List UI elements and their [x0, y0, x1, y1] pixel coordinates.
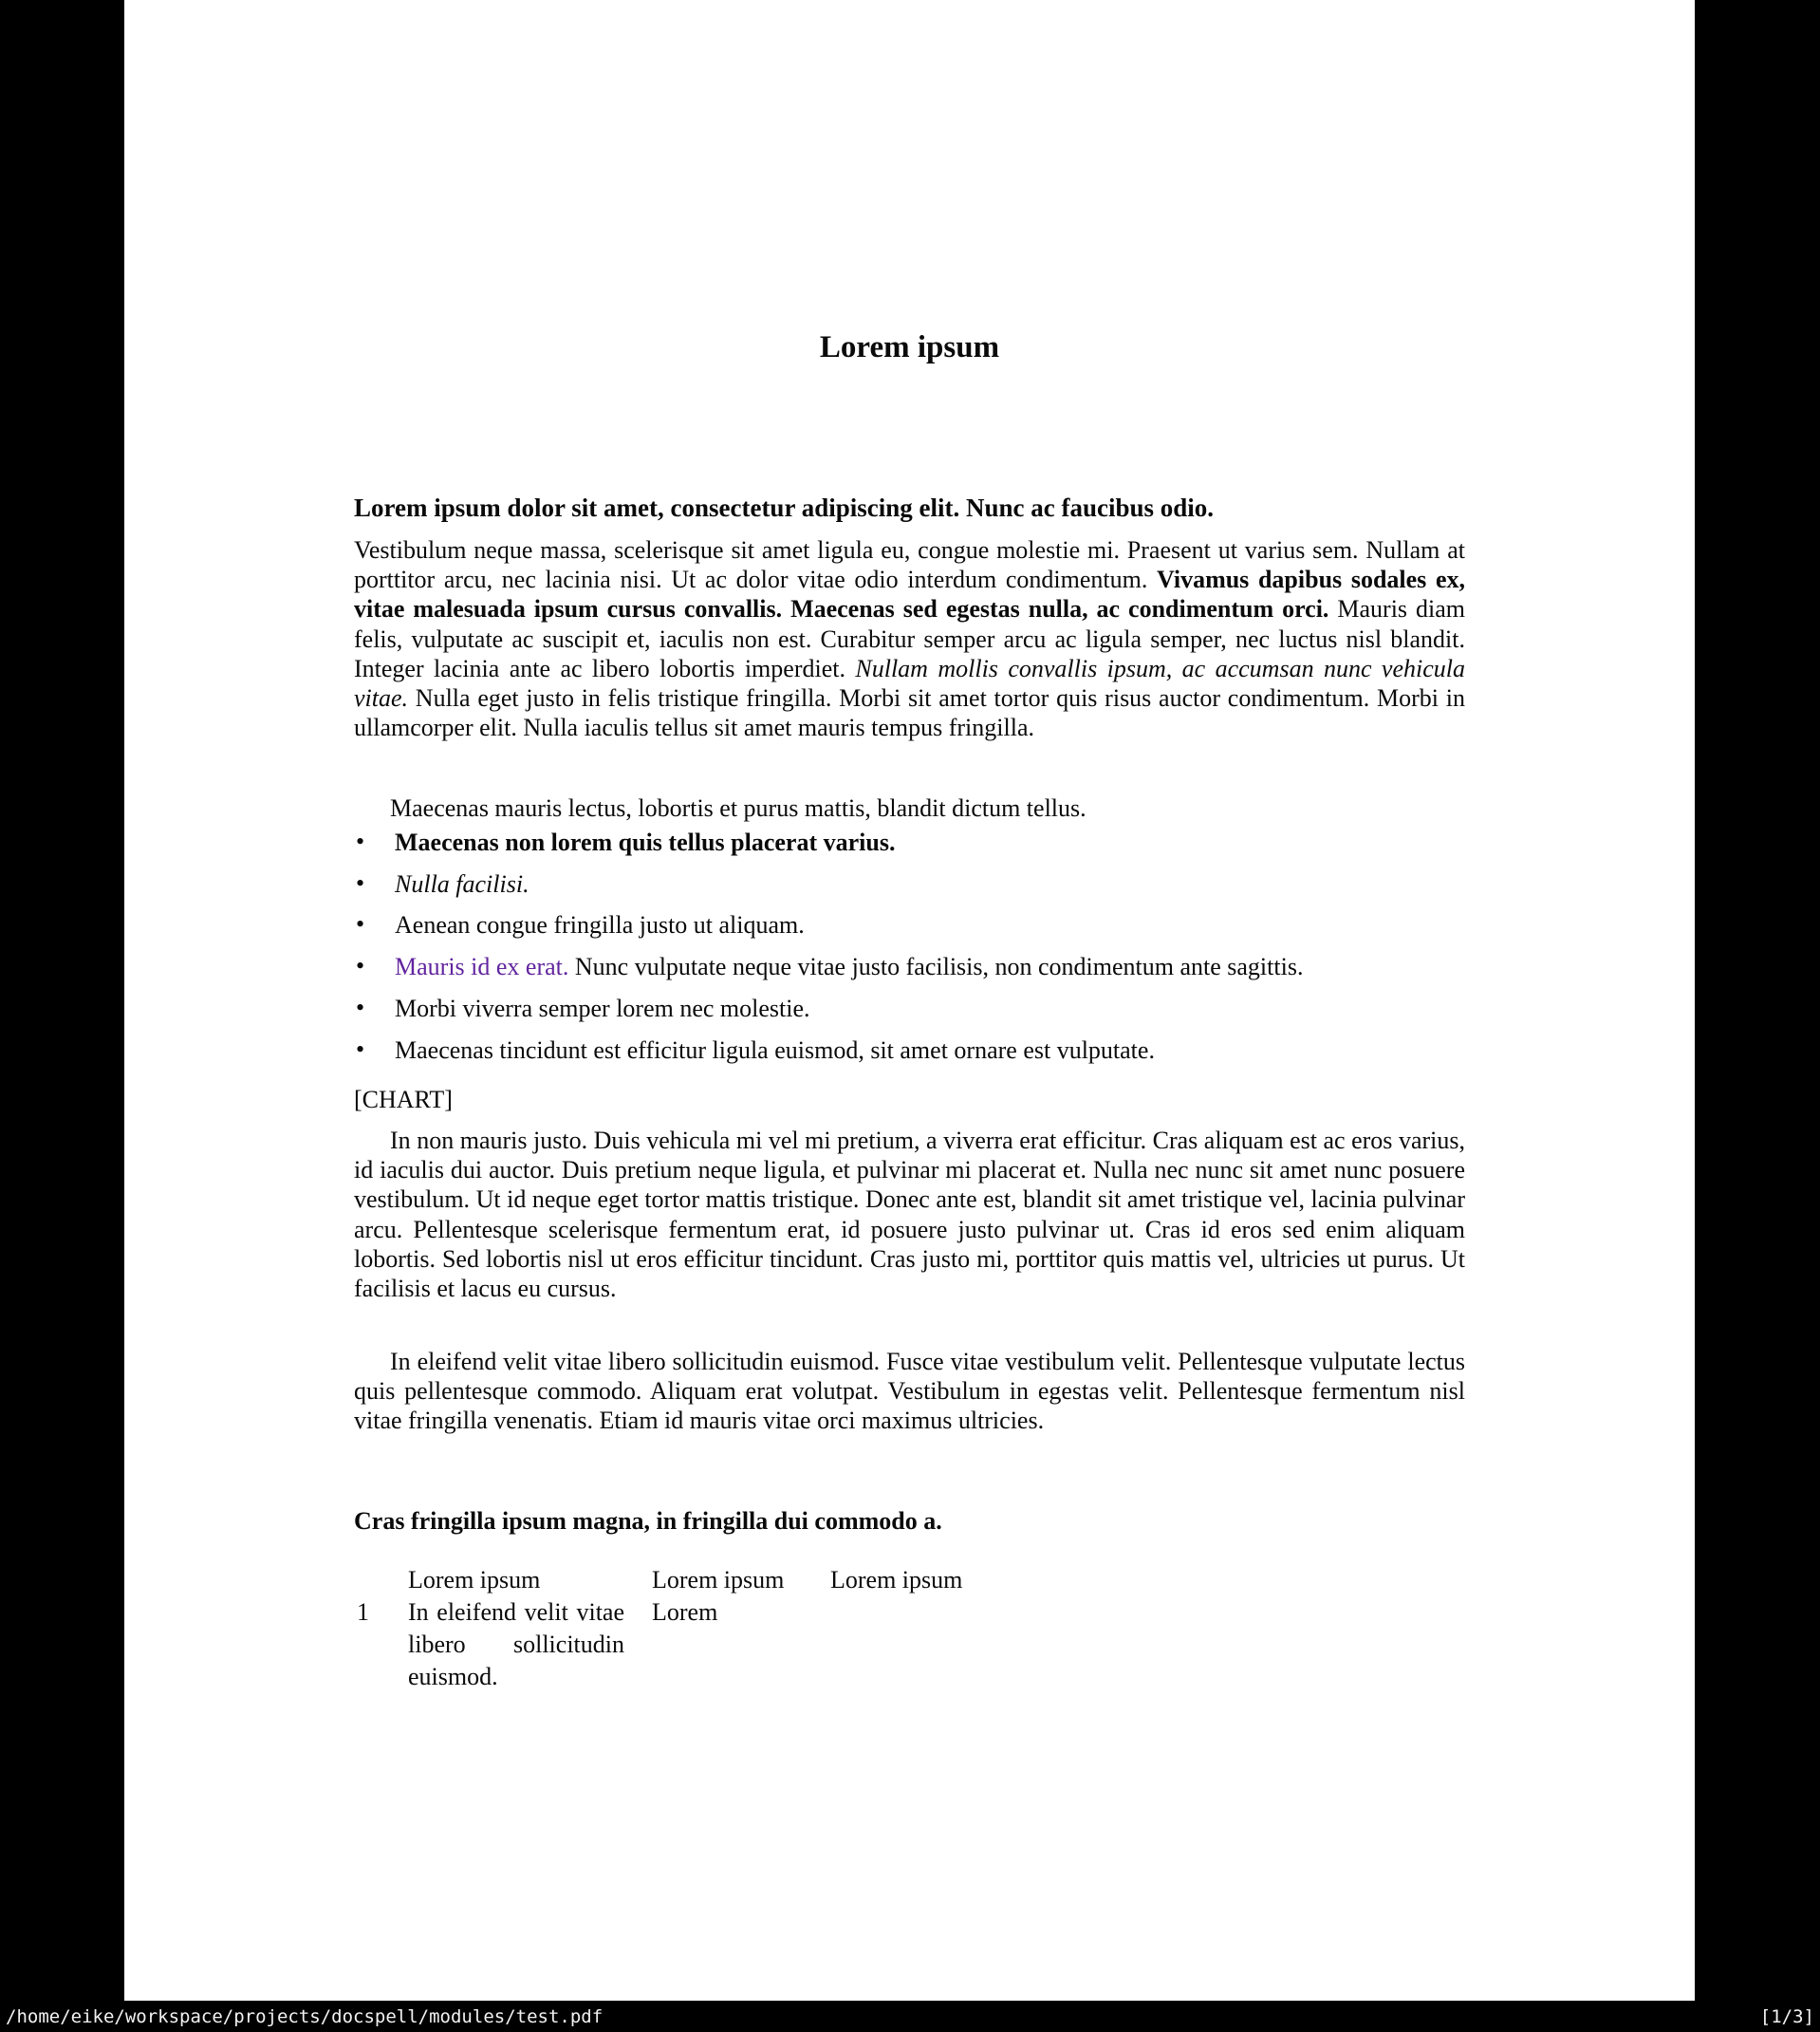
- table-header-cell: Lorem ipsum: [830, 1566, 963, 1594]
- paragraph-1-run-normal-2: Mauris diam felis, vulputate ac suscipit et, iaculis non est. Curabitur semper arcu ac ligula semper, nec luctus nisl blandit. Integer lacinia ante ac libero lobortis imperdiet.: [354, 595, 1465, 682]
- bullet-icon: •: [356, 952, 365, 980]
- paragraph-3: In non mauris justo. Duis vehicula mi vel mi pretium, a viverra erat efficitur. Cras aliquam est ac eros varius, id iaculis dui auctor. Duis pretium neque ligula, et pulvinar mi placerat et. Nulla nec nunc sit amet nunc posuere vestibulum. Ut id neque eget tortor mattis tristique. Donec ante est, blandit sit amet tristique vel, lacinia pulvinar arcu. Pellentesque scelerisque fermentum erat, id posuere justo pulvinar ut. Cras id eros sed enim aliquam lobortis. Sed lobortis nisl ut eros efficitur tincidunt. Cras justo mi, porttitor quis mattis vel, ultricies ut purus. Ut facilisis et lacus eu cursus.: [354, 1127, 1465, 1303]
- chart-placeholder: [CHART]: [354, 1086, 453, 1113]
- list-item: [354, 869, 1465, 899]
- paragraph-2: Maecenas mauris lectus, lobortis et purus mattis, blandit dictum tellus.: [390, 794, 1086, 822]
- bullet-icon: •: [356, 868, 365, 897]
- list-item-text: Maecenas non lorem quis tellus placerat varius.: [395, 829, 896, 856]
- table-cell: Lorem: [652, 1598, 718, 1626]
- list-item-text: Nunc vulputate neque vitae justo facilisis, non condimentum ante sagittis.: [568, 953, 1304, 981]
- table-cell: In eleifend velit vitae libero sollicitudin euismod.: [408, 1598, 624, 1690]
- list-item: [354, 952, 1465, 981]
- table-row-number: 1: [357, 1598, 369, 1626]
- list-item: [354, 994, 1465, 1023]
- list-item: [354, 910, 1465, 940]
- file-path: /home/eike/workspace/projects/docspell/modules/test.pdf: [6, 2005, 604, 2027]
- bullet-icon: •: [356, 910, 365, 939]
- status-bar: [0, 2001, 1820, 2032]
- table-header-cell: Lorem ipsum: [652, 1566, 785, 1594]
- list-item-text: Morbi viverra semper lorem nec molestie.: [395, 994, 810, 1022]
- list-item-text: Aenean congue fringilla justo ut aliquam.: [395, 911, 805, 940]
- document-page: [124, 0, 1695, 2001]
- section-heading-1: Lorem ipsum dolor sit amet, consectetur adipiscing elit. Nunc ac faucibus odio.: [354, 494, 1215, 522]
- document-title: Lorem ipsum: [819, 330, 1000, 364]
- paragraph-1: [354, 535, 1465, 742]
- list-item: [354, 1035, 1465, 1065]
- paragraph-1-run-normal-1: Vestibulum neque massa, scelerisque sit amet ligula eu, congue molestie mi. Praesent ut varius sem. Nullam at porttitor arcu, nec lacinia nisi. Ut ac dolor vitae odio interdum condimentum.: [354, 536, 1465, 594]
- list-item-text: Maecenas tincidunt est efficitur ligula euismod, sit amet ornare est vulputate.: [395, 1035, 1155, 1064]
- paragraph-1-run-normal-3: Nulla eget justo in felis tristique fringilla. Morbi sit amet tortor quis risus auctor condimentum. Morbi in ullamcorper elit. Nulla iaculis tellus sit amet mauris tempus fringilla.: [354, 684, 1465, 742]
- bullet-list: [354, 828, 1465, 1076]
- paragraph-1-run-bold: Vivamus dapibus sodales ex, vitae malesuada ipsum cursus convallis. Maecenas sed egestas nulla, ac condimentum orci.: [354, 566, 1466, 624]
- paragraph-1-run-italic: Nullam mollis convallis ipsum, ac accumsan nunc vehicula vitae.: [354, 654, 1465, 713]
- list-item: [354, 828, 1465, 857]
- bullet-icon: •: [356, 1035, 365, 1063]
- link-mauris-id-ex-erat[interactable]: Mauris id ex erat.: [395, 953, 569, 981]
- list-item-text: Nulla facilisi.: [395, 869, 529, 898]
- bullet-icon: •: [356, 993, 365, 1021]
- paragraph-4: In eleifend velit vitae libero sollicitudin euismod. Fusce vitae vestibulum velit. Pellentesque vulputate lectus quis pellentesque commodo. Aliquam erat volutpat. Vestibulum in egestas velit. Pellentesque fermentum nisl vitae fringilla venenatis. Etiam id mauris vitae orci maximus ultricies.: [354, 1348, 1465, 1435]
- page-indicator: [1/3]: [1759, 2005, 1814, 2027]
- table-header-cell: Lorem ipsum: [408, 1566, 541, 1594]
- bullet-icon: •: [356, 828, 365, 855]
- section-heading-2: Cras fringilla ipsum magna, in fringilla dui commodo a.: [354, 1507, 942, 1535]
